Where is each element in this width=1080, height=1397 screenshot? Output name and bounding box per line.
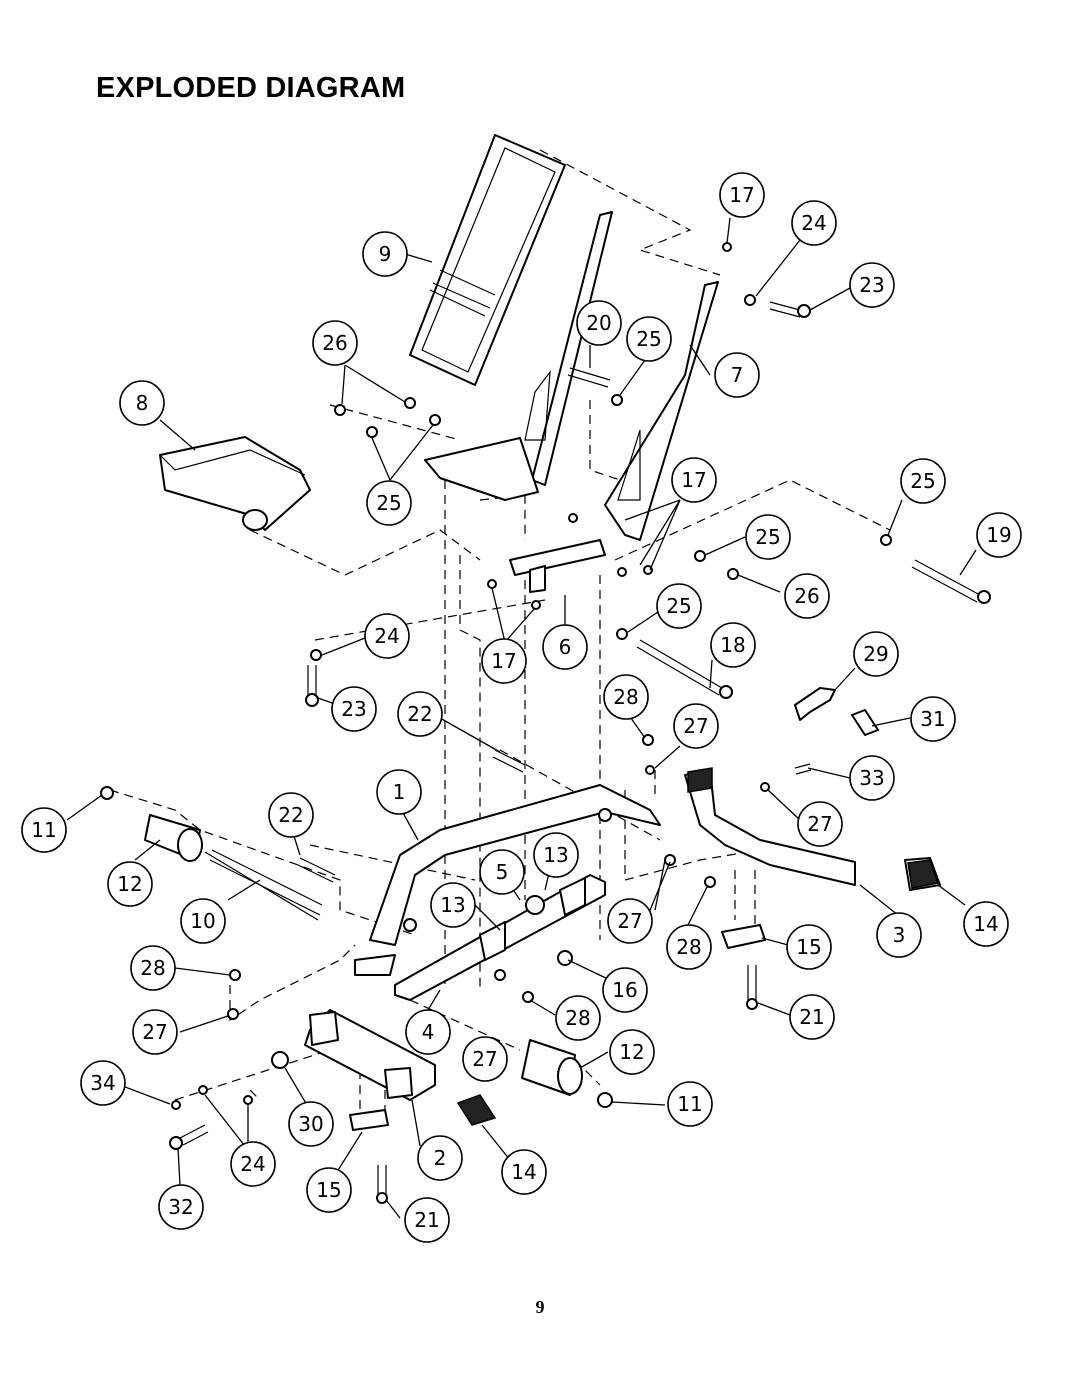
callout-13b-label: 13 (543, 843, 569, 867)
callout-11a-label: 11 (31, 818, 57, 842)
callout-5-label: 5 (495, 860, 509, 884)
callout-25a (627, 317, 671, 361)
callout-11b (668, 1082, 712, 1126)
callout-28c-label: 28 (676, 935, 702, 959)
callout-11a (22, 808, 66, 852)
callout-31-label: 31 (920, 707, 946, 731)
callout-15a-label: 15 (796, 935, 822, 959)
callout-25e (657, 584, 701, 628)
callout-17b-label: 17 (681, 468, 707, 492)
callout-29 (854, 632, 898, 676)
callout-8 (120, 381, 164, 425)
callout-19 (977, 513, 1021, 557)
back-pad-part (410, 135, 565, 385)
callout-14a (964, 902, 1008, 946)
callout-5 (480, 850, 524, 894)
callout-1 (377, 770, 421, 814)
callout-18-label: 18 (720, 633, 746, 657)
callout-30-label: 30 (298, 1112, 324, 1136)
callout-9-label: 9 (378, 242, 392, 266)
callout-21b-label: 21 (414, 1208, 440, 1232)
leader-lines (67, 218, 976, 1218)
callout-30 (289, 1102, 333, 1146)
callout-27b-label: 27 (807, 812, 833, 836)
callout-31 (911, 697, 955, 741)
callout-33 (850, 756, 894, 800)
callout-33-label: 33 (859, 766, 885, 790)
seat-pad-part (160, 437, 310, 530)
callout-15b (307, 1168, 351, 1212)
callout-9 (363, 232, 407, 276)
callout-32-label: 32 (168, 1195, 194, 1219)
callout-25c-label: 25 (910, 469, 936, 493)
callout-27a-label: 27 (683, 714, 709, 738)
callout-28d (556, 996, 600, 1040)
callout-25d-label: 25 (755, 525, 781, 549)
callout-28b (131, 946, 175, 990)
callout-24a (792, 201, 836, 245)
callout-16 (603, 968, 647, 1012)
callout-23b (332, 687, 376, 731)
callout-16-label: 16 (612, 978, 638, 1002)
callout-24c-label: 24 (240, 1152, 266, 1176)
callout-4-label: 4 (421, 1020, 435, 1044)
handle-parts (795, 688, 878, 735)
callout-27e (463, 1037, 507, 1081)
callout-2 (418, 1136, 462, 1180)
callout-1-label: 1 (392, 780, 406, 804)
callout-18 (711, 623, 755, 667)
callout-17a (720, 173, 764, 217)
callout-28a (604, 675, 648, 719)
callout-15a (787, 925, 831, 969)
callout-26a-label: 26 (322, 331, 348, 355)
callout-27c (608, 899, 652, 943)
callout-23a (850, 263, 894, 307)
callout-14b (502, 1150, 546, 1194)
callout-21a-label: 21 (799, 1005, 825, 1029)
callout-13a (431, 883, 475, 927)
callout-28b-label: 28 (140, 956, 166, 980)
callout-34 (81, 1061, 125, 1105)
callout-17a-label: 17 (729, 183, 755, 207)
callout-13a-label: 13 (440, 893, 466, 917)
callout-23b-label: 23 (341, 697, 367, 721)
callout-12a (108, 862, 152, 906)
page-title: EXPLODED DIAGRAM (96, 72, 406, 104)
callout-3 (877, 913, 921, 957)
callout-11b-label: 11 (677, 1092, 703, 1116)
callout-12b-label: 12 (619, 1040, 645, 1064)
callout-17c-label: 17 (491, 649, 517, 673)
callout-15b-label: 15 (316, 1178, 342, 1202)
callout-20 (577, 301, 621, 345)
callout-27e-label: 27 (472, 1047, 498, 1071)
callout-27b (798, 802, 842, 846)
callout-4 (406, 1010, 450, 1054)
callout-22a-label: 22 (407, 702, 433, 726)
callout-14b-label: 14 (511, 1160, 537, 1184)
callout-25c (901, 459, 945, 503)
callout-24c (231, 1142, 275, 1186)
callout-17b (672, 458, 716, 502)
callout-26b-label: 26 (794, 584, 820, 608)
callout-29-label: 29 (863, 642, 889, 666)
callout-21a (790, 995, 834, 1039)
callout-24a-label: 24 (801, 211, 827, 235)
callout-24b (365, 614, 409, 658)
callout-6-label: 6 (558, 635, 572, 659)
callout-3-label: 3 (892, 923, 906, 947)
callout-23a-label: 23 (859, 273, 885, 297)
callout-2-label: 2 (433, 1146, 447, 1170)
callout-21b (405, 1198, 449, 1242)
callout-27d (133, 1010, 177, 1054)
callout-28d-label: 28 (565, 1006, 591, 1030)
callout-25d (746, 515, 790, 559)
callout-17c (482, 639, 526, 683)
callout-22a (398, 692, 442, 736)
callout-24b-label: 24 (374, 624, 400, 648)
callout-26b (785, 574, 829, 618)
callout-10 (181, 899, 225, 943)
callout-25a-label: 25 (636, 327, 662, 351)
callout-12a-label: 12 (117, 872, 143, 896)
callout-25b (367, 481, 411, 525)
callout-32 (159, 1185, 203, 1229)
callout-7-label: 7 (730, 363, 744, 387)
callout-6 (543, 625, 587, 669)
callout-28c (667, 925, 711, 969)
callout-22b-label: 22 (278, 803, 304, 827)
callout-27c-label: 27 (617, 909, 643, 933)
callout-20-label: 20 (586, 311, 612, 335)
callout-34-label: 34 (90, 1071, 116, 1095)
callout-14a-label: 14 (973, 912, 999, 936)
callout-26a (313, 321, 357, 365)
callout-22b (269, 793, 313, 837)
callout-27a (674, 704, 718, 748)
callout-28a-label: 28 (613, 685, 639, 709)
callout-8-label: 8 (135, 391, 149, 415)
callout-10-label: 10 (190, 909, 216, 933)
callout-13b (534, 833, 578, 877)
callout-7 (715, 353, 759, 397)
callout-27d-label: 27 (142, 1020, 168, 1044)
cross-bracket-part (510, 540, 605, 592)
page-number: 9 (535, 1297, 545, 1317)
callout-25e-label: 25 (666, 594, 692, 618)
callout-12b (610, 1030, 654, 1074)
callout-25b-label: 25 (376, 491, 402, 515)
callout-19-label: 19 (986, 523, 1012, 547)
